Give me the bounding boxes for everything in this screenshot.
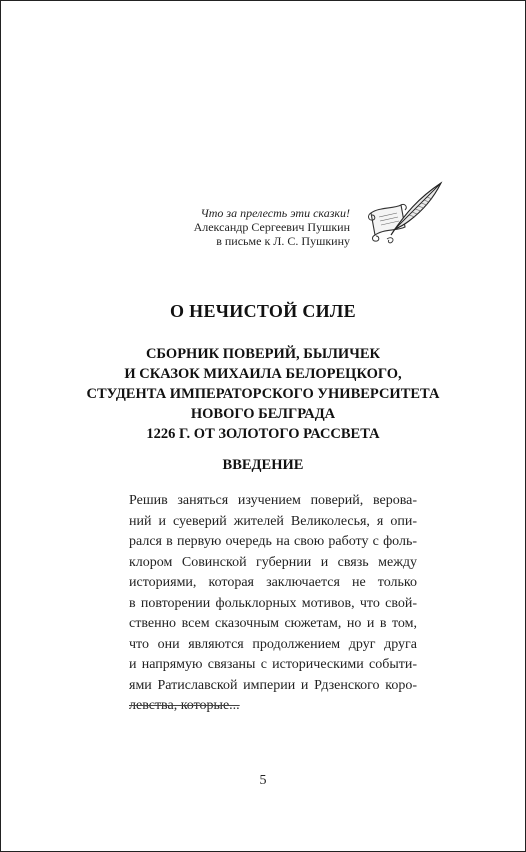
- section-heading: ВВЕДЕНИЕ: [222, 457, 304, 473]
- body-line: ний и суеверий жителей Великолесья, я опи-: [129, 513, 417, 529]
- chapter-title: О НЕЧИСТОЙ СИЛЕ: [170, 301, 356, 321]
- subtitle-line: НОВОГО БЕЛГРАДА: [190, 406, 336, 422]
- body-line-struck: левства, которые...: [129, 698, 240, 713]
- body-line: в повторении фольклорных мотивов, что свой-: [129, 595, 417, 611]
- subtitle-line: 1226 Г. ОТ ЗОЛОТОГО РАССВЕТА: [146, 426, 380, 442]
- quill-and-scroll-icon: [365, 179, 445, 245]
- body-line: Решив заняться изучением поверий, верова-: [129, 493, 417, 508]
- subtitle-block: [1, 344, 525, 444]
- body-line: ями Ратиславской империи и Рдзенского коро-: [129, 677, 417, 693]
- page-number: 5: [259, 773, 267, 788]
- body-paragraph: [129, 491, 417, 717]
- body-line: что они являются продолжением друг друга: [129, 636, 417, 652]
- body-line: историями, которая заключается не только: [129, 575, 417, 590]
- epigraph: [194, 206, 350, 248]
- body-line: ственно всем сказочным сюжетам, но и в том,: [129, 616, 417, 631]
- body-line: рался в первую очередь на свою работу с фоль-: [129, 534, 417, 549]
- subtitle-line: И СКАЗОК МИХАИЛА БЕЛОРЕЦКОГО,: [124, 366, 402, 382]
- epigraph-source: в письме к Л. С. Пушкину: [216, 234, 350, 248]
- epigraph-author: Александр Сергеевич Пушкин: [193, 220, 350, 234]
- subtitle-line: СБОРНИК ПОВЕРИЙ, БЫЛИЧЕК: [145, 346, 381, 362]
- subtitle-line: СТУДЕНТА ИМПЕРАТОРСКОГО УНИВЕРСИТЕТА: [86, 386, 440, 402]
- body-line: клором Совинской губернии и связь между: [129, 554, 417, 570]
- epigraph-quote: Что за прелесть эти сказки!: [200, 206, 350, 220]
- body-line: и напрямую связаны с историческими событи-: [129, 657, 417, 672]
